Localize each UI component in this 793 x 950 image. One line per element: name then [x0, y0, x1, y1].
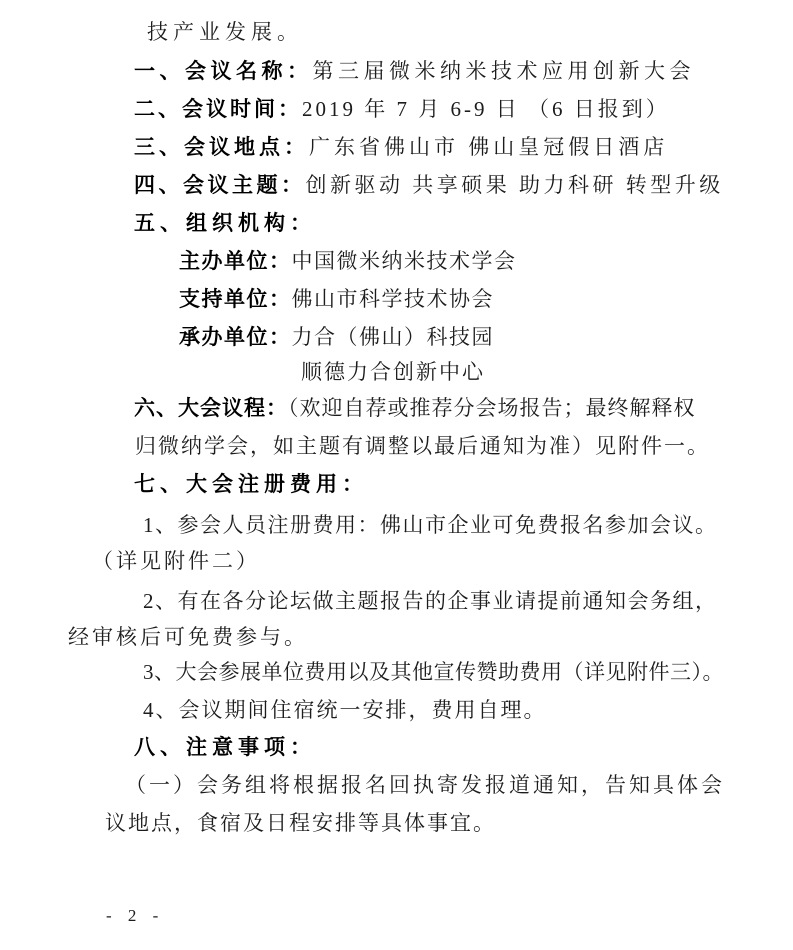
- heading-meeting-time: [134, 97, 670, 121]
- line-text: 议地点，食宿及日程安排等具体事宜。: [105, 811, 496, 835]
- line-text: 中国微米纳米技术学会: [291, 249, 517, 273]
- doc-line-continuation-top: [147, 20, 303, 44]
- heading-meeting-theme: [134, 173, 724, 197]
- line-label: 三、会议地点：: [134, 135, 309, 159]
- line-text: 归微纳学会，如主题有调整以最后通知为准）见附件一。: [135, 434, 710, 458]
- line-label: 支持单位：: [179, 287, 292, 311]
- heading-registration-fees: [134, 472, 368, 496]
- heading-meeting-venue: [134, 135, 668, 159]
- line-text: 2、有在各分论坛做主题报告的企事业请提前通知会务组，: [143, 589, 718, 613]
- line-label: 六、大会议程：: [134, 396, 288, 420]
- line-label: 一、会议名称：: [134, 59, 313, 83]
- heading-agenda: [134, 396, 696, 420]
- fee-item-3: [143, 660, 724, 684]
- line-label: 八、注意事项：: [134, 735, 316, 759]
- page-number: - 2 -: [106, 906, 165, 925]
- fee-item-2-continuation: [68, 625, 308, 649]
- line-text: 广东省佛山市 佛山皇冠假日酒店: [309, 135, 669, 159]
- line-text: 技产业发展。: [147, 20, 303, 44]
- line-text: 2019 年 7 月 6-9 日 （6 日报到）: [302, 97, 670, 121]
- line-text: 3、大会参展单位费用以及其他宣传赞助费用（详见附件三）。: [143, 660, 724, 684]
- note-item-1-continuation: [105, 811, 496, 835]
- fee-item-1: [143, 513, 718, 537]
- line-text: （详见附件二）: [92, 549, 260, 573]
- heading-notes: [134, 735, 316, 759]
- line-text: （欢迎自荐或推荐分会场报告；最终解释权: [288, 396, 696, 420]
- line-label: 四、会议主题：: [134, 173, 306, 197]
- heading-meeting-name: [134, 59, 695, 83]
- line-text: 4、会议期间住宿统一安排，费用自理。: [143, 698, 547, 722]
- line-text: 力合（佛山）科技园: [291, 325, 494, 349]
- fee-item-2: [143, 589, 718, 613]
- line-text: （一）会务组将根据报名回执寄发报道通知，告知具体会: [125, 773, 725, 797]
- org-support-unit: [179, 287, 494, 311]
- note-item-1: [125, 773, 725, 797]
- line-text: 经审核后可免费参与。: [68, 625, 308, 649]
- line-text: 顺德力合创新中心: [301, 360, 485, 384]
- line-label: 承办单位：: [179, 325, 292, 349]
- line-text: 1、参会人员注册费用：佛山市企业可免费报名参加会议。: [143, 513, 718, 537]
- fee-item-1-continuation: [92, 549, 260, 573]
- heading-organization: [134, 211, 316, 235]
- line-text: 第三届微米纳米技术应用创新大会: [312, 59, 695, 83]
- org-undertake-unit-line2: [301, 360, 485, 384]
- agenda-continuation: [135, 434, 710, 458]
- line-label: 主办单位：: [179, 249, 292, 273]
- line-label: 五、组织机构：: [134, 211, 316, 235]
- fee-item-4: [143, 698, 547, 722]
- line-label: 二、会议时间：: [134, 97, 302, 121]
- org-undertake-unit: [179, 325, 494, 349]
- line-label: 七、大会注册费用：: [134, 472, 368, 496]
- org-host-unit: [179, 249, 517, 273]
- line-text: 创新驱动 共享硕果 助力科研 转型升级: [305, 173, 724, 197]
- line-text: 佛山市科学技术协会: [291, 287, 494, 311]
